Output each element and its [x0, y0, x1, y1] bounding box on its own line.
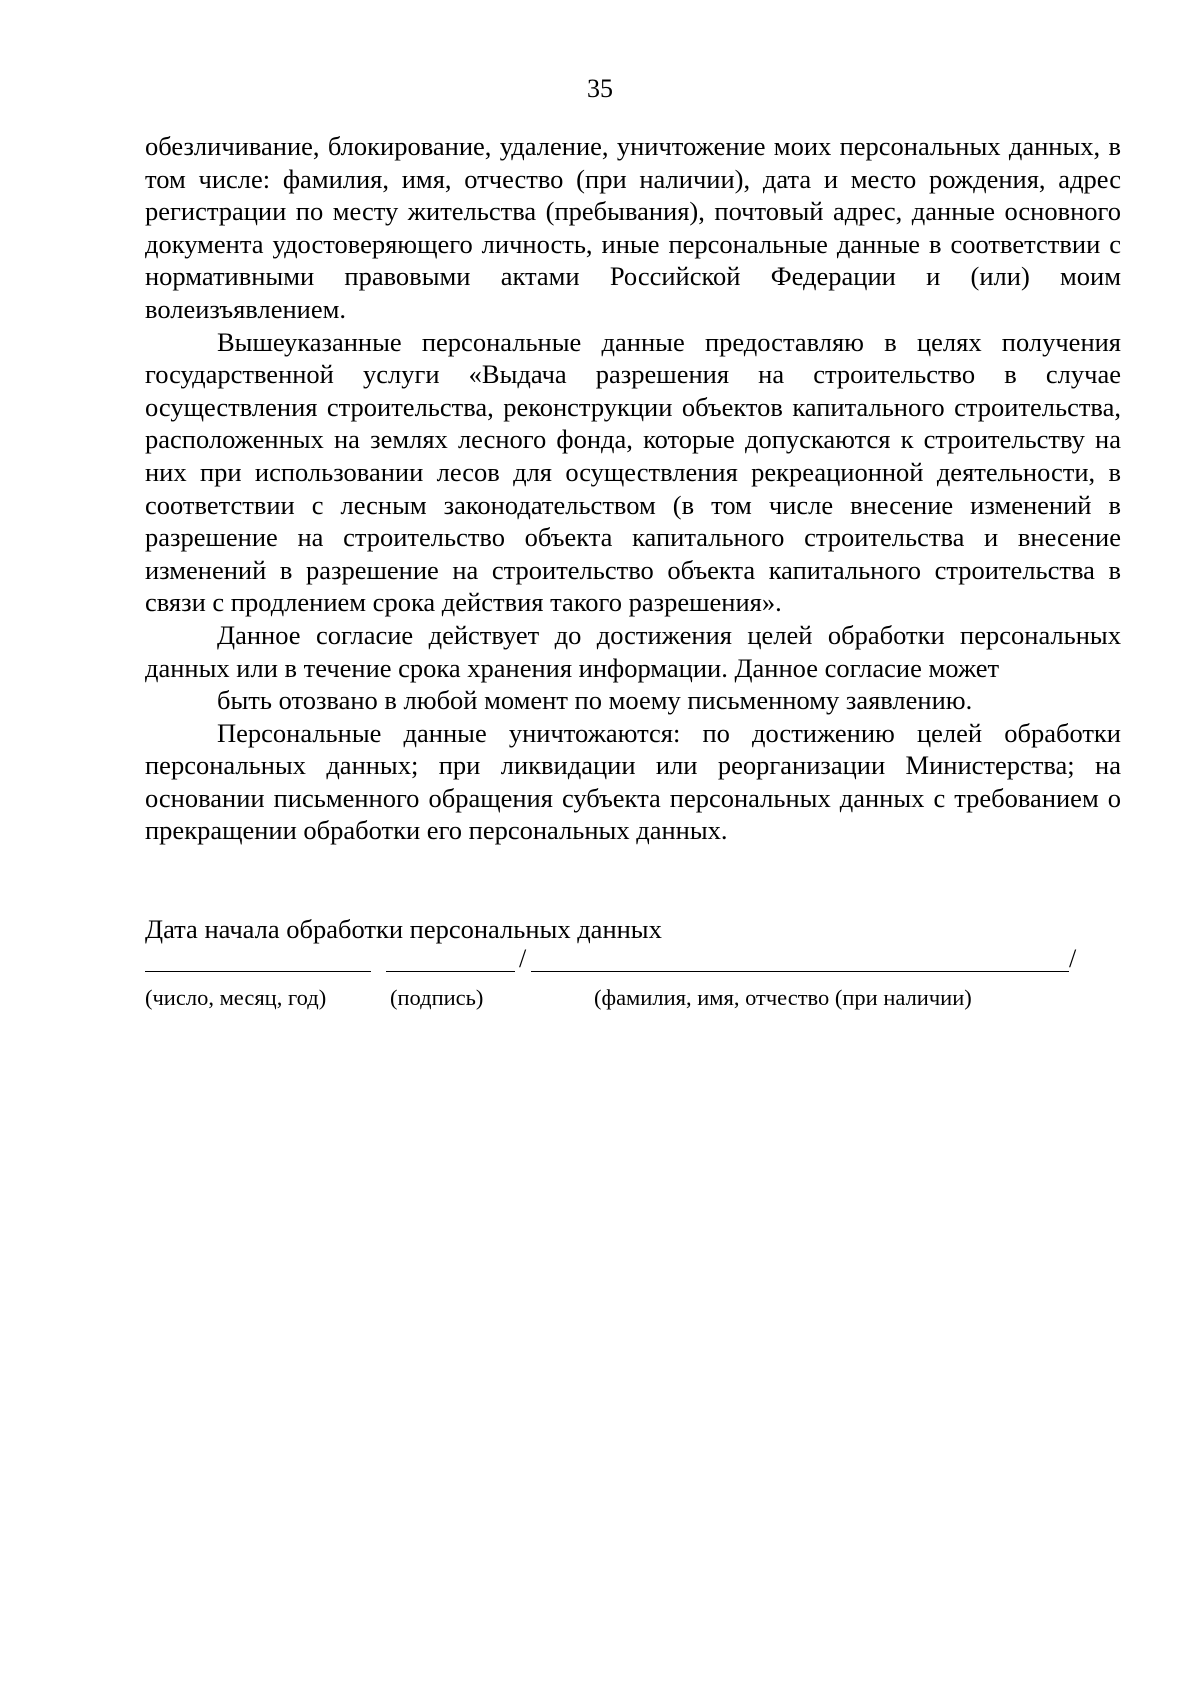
paragraph-text: Персональные данные уничтожаются: по достижению целей обработки персональных данных; при ликвидации или реорганизации Министерства; на основании письменного обращения субъекта персональных данных с требованием о прекращении обработки его персональных данных.: [145, 717, 1121, 846]
separator-slash: /: [1069, 944, 1077, 973]
paragraph-text: Данное согласие действует до достижения целей обработки персональных данных или в течение срока хранения информации. Данное согласие может: [145, 619, 1121, 683]
date-blank-line: [145, 971, 371, 972]
paragraph-data-destruction: [145, 717, 1121, 847]
paragraph-text: обезличивание, блокирование, удаление, уничтожение моих персональных данных, в том числе: фамилия, имя, отчество (при наличии), дата и место рождения, адрес регистрации по месту жительства (пребывания), почтовый адрес, данные основного документа удостоверяющего личность, иные персональные данные в соответствии с нормативными правовыми актами Российской Федерации и (или) моим волеизъявлением.: [145, 131, 1121, 324]
page-number: 35: [587, 74, 613, 103]
body-text: [145, 130, 1121, 847]
paragraph-purpose: [145, 326, 1121, 619]
signature-blank-line: [386, 971, 515, 972]
date-caption: (число, месяц, год): [145, 985, 327, 1010]
full-name-caption: (фамилия, имя, отчество (при наличии): [594, 985, 972, 1010]
processing-start-date-label: Дата начала обработки персональных данных: [145, 914, 662, 944]
paragraph-text-last-line: быть отозвано в любой момент по моему письменному заявлению.: [217, 685, 973, 716]
paragraph-text: Вышеуказанные персональные данные предоставляю в целях получения государственной услуги «Выдача разрешения на строительство в случае осуществления строительства, реконструкции объектов капитального строительства, расположенных на землях лесного фонда, которые допускаются к строительству на них при использовании лесов для осуществления рекреационной деятельности, в соответствии с лесным законодательством (в том числе внесение изменений в разрешение на строительство объекта капитального строительства и внесение изменений в разрешение на строительство объекта капитального строительства в связи с продлением срока действия такого разрешения».: [145, 326, 1121, 618]
paragraph-data-processing: [145, 130, 1121, 326]
separator-slash: /: [519, 944, 527, 973]
full-name-blank-line: [531, 971, 1069, 972]
paragraph-consent-validity: [145, 619, 1121, 717]
signature-caption: (подпись): [390, 985, 484, 1010]
